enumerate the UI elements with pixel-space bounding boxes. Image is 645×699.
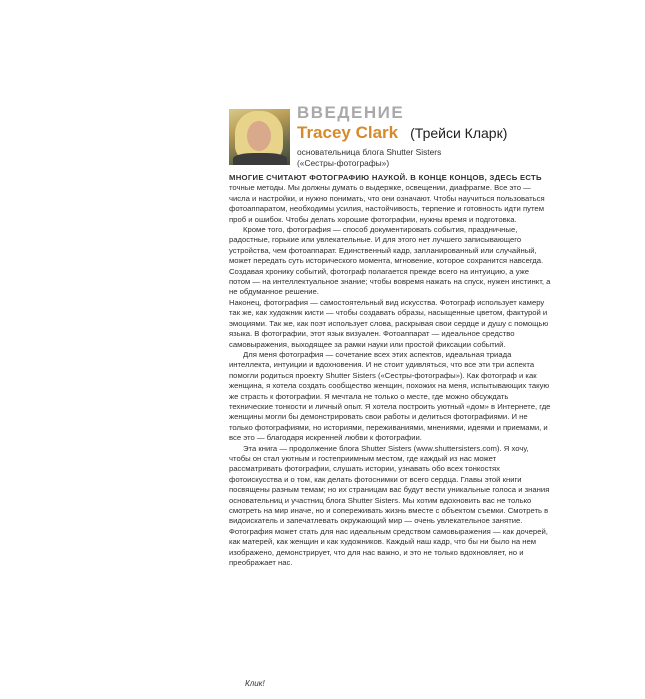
intro-body [229, 173, 551, 568]
paragraph-1-lead: МНОГИЕ СЧИТАЮТ ФОТОГРАФИЮ НАУКОЙ. В КОНЦЕ КОНЦОВ, ЗДЕСЬ ЕСТЬ [229, 173, 542, 182]
author-portrait [229, 109, 290, 165]
author-name-en: Tracey Clark [297, 123, 399, 142]
paragraph-2: Кроме того, фотография — способ документировать события, праздничные, радостные, горькие или увлекательные. И для этого нет лучшего записывающего устройства, чем фотоаппарат. Единственный кадр, запланированный или случайный, может передать суть исторического момента, мгновение, которое сохранится навсегда. Создавая хронику событий, фотограф полагается прежде всего на интуицию, а уже потом — на интеллектуальное знание; чтобы вовремя нажать на спуск, нужен инстинкт, а не обдуманное решение. [229, 225, 551, 297]
portrait-face [247, 121, 271, 151]
intro-header [229, 103, 559, 169]
paragraph-5: Эта книга — продолжение блога Shutter Sisters (www.shuttersisters.com). Я хочу, чтобы он стал уютным и гостеприимным местом, где каждый из нас может рассматривать фотографии, слушать истории, узнавать обо всех тонкостях фотоискусства и о том, как делать фотоснимки от всего сердца. Главы этой книги посвящены разным темам; но их страницам вас будут вести уникальные голоса и знания основательниц и участниц блога Shutter Sisters. Мы хотим вдохновить вас не только смотреть на мир иначе, но и сопереживать жизнь вместе с объектом съемки. Смотреть в видоискатель и запечатлевать окружающий мир — очень увлекательное занятие. Фотография может стать для нас идеальным средством самовыражения — как дочерей, как матерей, как женщин и как художников. Каждый наш кадр, что бы ни было на нем изображено, демонстрирует, что для нас важно, и это не только вдохновляет, но и преображает нас. [229, 443, 550, 568]
portrait-shirt [233, 153, 287, 165]
signoff: Клик! [245, 679, 265, 688]
subtitle-line-1: основательница блога Shutter Sisters [297, 147, 442, 157]
paragraph-1-text: точные методы. Мы должны думать о выдержке, освещении, диафрагме. Все это — числа и настройки, и нужно понимать, что они означают. Чтобы научиться пользоваться фотоаппаратом, необходимы усилия, настойчивость, терпение и готовность идти путем проб и ошибок. Чтобы делать хорошие фотографии, нужны время и подготовка. [229, 183, 545, 224]
paragraph-3: Наконец, фотография — самостоятельный вид искусства. Фотограф использует камеру так же, как художник кисти — чтобы создавать образы, насыщенные цветом, фактурой и эмоциями. Так же, как поэт использует слова, раскрывая свои сердце и душу с помощью языка. В фотографии, этот язык визуален. Фотоаппарат — идеальное средство самовыражения, выходящее за рамки науки или простой фиксации событий. [229, 297, 549, 349]
paragraph-4: Для меня фотография — сочетание всех этих аспектов, идеальная триада интеллекта, интуиции и вдохновения. И не стоит удивляться, что все эти три аспекта помогли родиться проекту Shutter Sisters («Сестры-фотографы»). Как фотограф и как женщина, я хотела создать сообщество женщин, похожих на меня, испытывающих такую же страсть к фотографии. Я мечтала не только о месте, где можно обсуждать технические тонкости и личный опыт. Я хотела построить уютный «дом» в Интернете, где женщины могли бы демонстрировать свои работы и делиться фотографиями. И не только фотографиями, но историями, переживаниями, мнениями, идеями и приемами, и все это — благодаря искренней любви к фотографии. [229, 349, 551, 443]
author-name-ru: (Трейси Кларк) [410, 125, 508, 141]
paragraph-1 [229, 173, 551, 225]
subtitle-line-2: («Сестры-фотографы») [297, 158, 390, 168]
author-subtitle [297, 147, 441, 169]
author-name-row [297, 123, 507, 143]
section-title: ВВЕДЕНИЕ [297, 103, 405, 122]
